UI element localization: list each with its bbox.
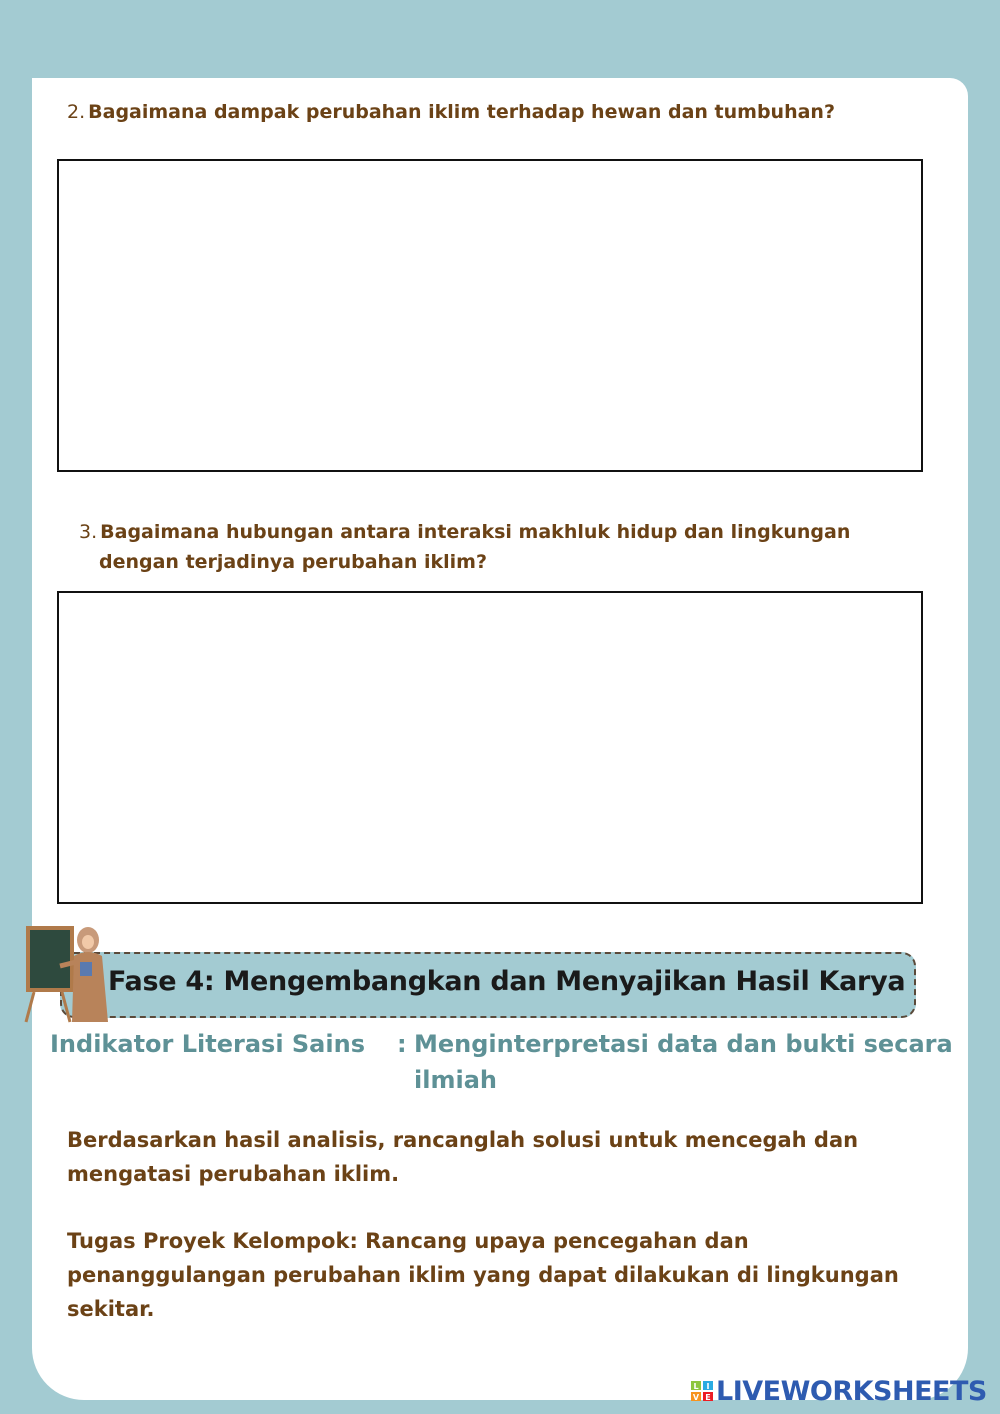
instruction-paragraph-2 [67, 1224, 937, 1326]
answer-box-question-2[interactable] [57, 159, 923, 472]
brand-name: LIVEWORKSHEETS [716, 1375, 987, 1407]
indicator-colon: : [397, 1030, 407, 1058]
instruction-1-line-2: mengatasi perubahan iklim. [67, 1162, 400, 1186]
instruction-2-line-2: penanggulangan perubahan iklim yang dapat dilakukan di lingkungan [67, 1263, 899, 1287]
indicator-value-line-1: Menginterpretasi data dan bukti secara [414, 1030, 953, 1058]
indicator-label: Indikator Literasi Sains [50, 1030, 365, 1058]
logo-letter-v: V [692, 1393, 700, 1402]
instruction-1-line-1: Berdasarkan hasil analisis, rancanglah solusi untuk mencegah dan [67, 1128, 859, 1152]
logo-letter-i: I [706, 1382, 710, 1391]
question-3-number: 3. [79, 521, 98, 543]
instruction-2-line-3: sekitar. [67, 1297, 155, 1321]
question-2-text: Bagaimana dampak perubahan iklim terhadap hewan dan tumbuhan? [88, 101, 835, 123]
answer-box-question-3[interactable] [57, 591, 923, 904]
instruction-paragraph-1 [67, 1123, 937, 1191]
question-2 [67, 97, 835, 127]
liveworksheets-logo-icon [690, 1380, 716, 1402]
phase-title: Fase 4: Mengembangkan dan Menyajikan Hasil Karya [108, 966, 906, 997]
question-2-number: 2. [67, 101, 86, 123]
liveworksheets-brand [690, 1376, 987, 1406]
logo-letter-l: L [693, 1382, 699, 1391]
teacher-illustration-icon [22, 922, 114, 1024]
instruction-2-line-1: Tugas Proyek Kelompok: Rancang upaya pencegahan dan [67, 1229, 749, 1253]
indicator-value-line-2: ilmiah [414, 1066, 497, 1094]
logo-letter-e: E [705, 1393, 711, 1402]
question-3 [79, 517, 850, 547]
question-3-line-2: dengan terjadinya perubahan iklim? [99, 551, 487, 573]
question-3-line-1: Bagaimana hubungan antara interaksi makhluk hidup dan lingkungan [100, 521, 851, 543]
